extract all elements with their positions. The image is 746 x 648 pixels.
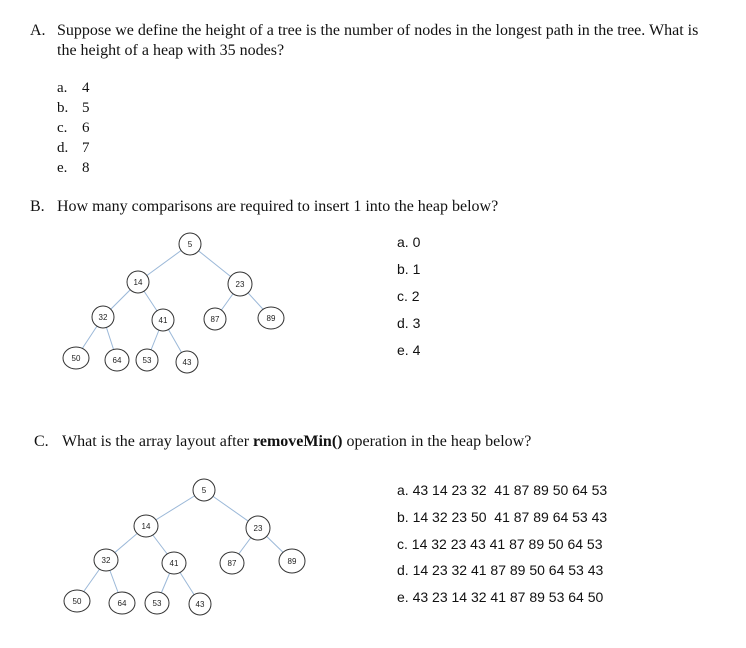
heap-node-label: 64 xyxy=(112,356,122,365)
question-c-text xyxy=(62,433,531,451)
heap-node-label: 53 xyxy=(142,356,152,365)
heap-diagram-b xyxy=(0,225,360,385)
option-c-b: b. 14 32 23 50 41 87 89 64 53 43 xyxy=(397,509,608,525)
heap-node xyxy=(134,515,158,537)
question-c-text-before: What is the array layout after xyxy=(62,433,254,450)
question-a-line1: Suppose we define the height of a tree is the number of nodes in the longest path in the tree. What is xyxy=(57,22,699,39)
heap-node xyxy=(109,592,135,614)
option-label: c. xyxy=(57,120,68,136)
heap-node xyxy=(193,479,215,501)
heap-node xyxy=(127,271,149,293)
heap-node-label: 23 xyxy=(235,280,245,289)
option-b-d: d. 3 xyxy=(397,315,421,331)
question-a-letter: A. xyxy=(30,22,46,39)
heap-node xyxy=(176,351,198,373)
heap-node-label: 32 xyxy=(101,556,111,565)
heap-node-label: 14 xyxy=(133,278,143,287)
heap-node xyxy=(246,516,270,540)
question-b-letter: B. xyxy=(30,198,45,215)
question-a-line2: the height of a heap with 35 nodes? xyxy=(57,42,285,59)
option-b-c: c. 2 xyxy=(397,288,420,304)
heap-node-label: 43 xyxy=(195,600,205,609)
option-b-b: b. 1 xyxy=(397,261,421,277)
heap-node xyxy=(220,552,244,574)
option-c-a: a. 43 14 23 32 41 87 89 50 64 53 xyxy=(397,482,608,498)
option-c-d: d. 14 23 32 41 87 89 50 64 53 43 xyxy=(397,562,604,578)
heap-node-label: 43 xyxy=(182,358,192,367)
heap-node-label: 87 xyxy=(227,559,237,568)
option-label: d. xyxy=(57,140,69,156)
option-b-e: e. 4 xyxy=(397,342,421,358)
option-value: 6 xyxy=(82,120,90,136)
option-b-a: a. 0 xyxy=(397,234,421,250)
heap-node-label: 89 xyxy=(287,557,297,566)
heap-node-label: 14 xyxy=(141,522,151,531)
heap-node xyxy=(136,349,158,371)
option-label: a. xyxy=(57,80,68,96)
option-value: 7 xyxy=(82,140,90,156)
heap-node xyxy=(228,272,252,296)
heap-node-label: 23 xyxy=(253,524,263,533)
heap-node xyxy=(105,349,129,371)
heap-node-label: 5 xyxy=(187,240,193,249)
question-c-text-after: operation in the heap below? xyxy=(342,433,532,450)
option-c-c: c. 14 32 23 43 41 87 89 50 64 53 xyxy=(397,536,603,552)
option-value: 8 xyxy=(82,160,90,176)
option-value: 4 xyxy=(82,80,90,96)
question-c-text-bold: removeMin() xyxy=(253,433,343,450)
heap-node-label: 41 xyxy=(169,559,179,568)
heap-node xyxy=(204,308,226,330)
heap-node-label: 89 xyxy=(266,314,276,323)
heap-edges xyxy=(77,490,292,604)
option-label: b. xyxy=(57,100,69,116)
heap-node xyxy=(279,549,305,573)
heap-node xyxy=(162,552,186,574)
heap-node xyxy=(63,347,89,369)
heap-node xyxy=(145,592,169,614)
heap-node xyxy=(189,593,211,615)
heap-node-label: 53 xyxy=(152,599,162,608)
heap-node xyxy=(152,309,174,331)
option-label: e. xyxy=(57,160,68,176)
heap-node xyxy=(94,549,118,571)
heap-node xyxy=(64,590,90,612)
heap-node-label: 50 xyxy=(71,354,81,363)
heap-node-label: 41 xyxy=(158,316,168,325)
question-c-letter: C. xyxy=(34,433,49,450)
option-value: 5 xyxy=(82,100,90,116)
heap-node xyxy=(92,306,114,328)
heap-node xyxy=(179,233,201,255)
option-c-e: e. 43 23 14 32 41 87 89 53 64 50 xyxy=(397,589,604,605)
heap-node xyxy=(258,307,284,329)
heap-node-label: 50 xyxy=(72,597,82,606)
heap-edges xyxy=(76,244,271,362)
question-b-text: How many comparisons are required to insert 1 into the heap below? xyxy=(57,198,499,215)
heap-node-label: 87 xyxy=(210,315,220,324)
heap-diagram-c xyxy=(0,470,360,630)
heap-node-label: 64 xyxy=(117,599,127,608)
heap-node-label: 5 xyxy=(201,486,207,495)
heap-node-label: 32 xyxy=(98,313,108,322)
